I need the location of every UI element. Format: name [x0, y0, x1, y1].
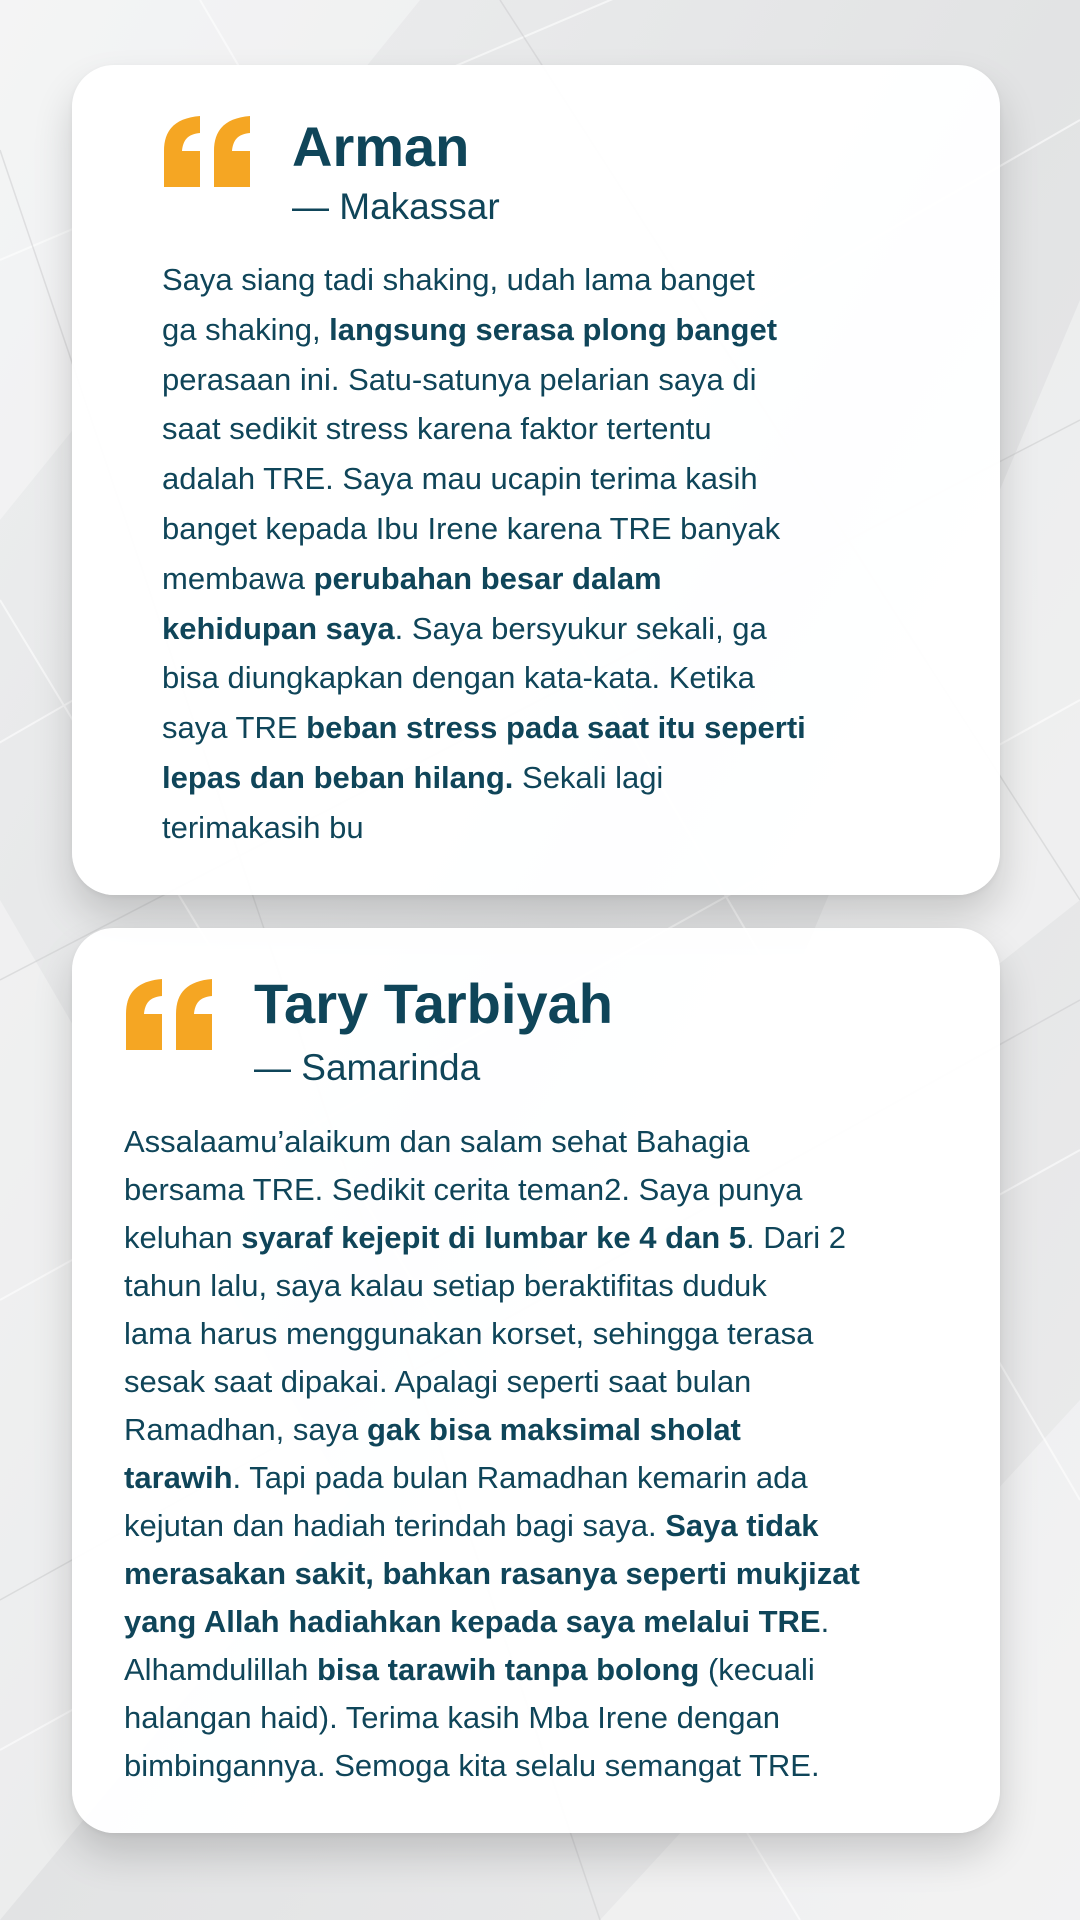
- text-line: [162, 454, 912, 504]
- text-line: [162, 404, 912, 454]
- text-line: [162, 504, 912, 554]
- text-run: . Tapi pada bulan Ramadhan kemarin ada: [232, 1460, 808, 1495]
- text-line: [124, 1502, 964, 1550]
- text-run: Ramadhan, saya: [124, 1412, 367, 1447]
- text-line: [124, 1454, 964, 1502]
- text-run: saya TRE: [162, 710, 307, 746]
- text-run: kejutan dan hadiah terindah bagi saya.: [124, 1508, 666, 1543]
- double-quote-icon: [162, 115, 254, 189]
- text-run: saat sedikit stress karena faktor tertentu: [162, 411, 712, 447]
- text-line: [162, 305, 912, 355]
- bold-text: langsung serasa plong banget: [329, 311, 778, 347]
- text-run: lama harus menggunakan korset, sehingga terasa: [124, 1316, 814, 1351]
- text-line: [162, 753, 912, 803]
- text-run: (kecuali: [699, 1652, 815, 1687]
- text-line: [124, 1550, 964, 1598]
- text-line: [124, 1742, 964, 1790]
- text-run: .: [820, 1604, 830, 1639]
- testimonial-text: [124, 1118, 964, 1790]
- bold-text: perubahan besar dalam: [313, 560, 662, 596]
- text-run: perasaan ini. Satu-satunya pelarian saya di: [162, 361, 757, 397]
- text-line: [162, 604, 912, 654]
- bold-text: beban stress pada saat itu seperti: [306, 710, 806, 746]
- double-quote-icon: [124, 978, 216, 1052]
- bold-text: merasakan sakit, bahkan rasanya seperti mukjizat: [124, 1556, 860, 1591]
- text-run: Alhamdulillah: [124, 1652, 317, 1687]
- author-name: Tary Tarbiyah: [254, 972, 613, 1035]
- bold-text: kehidupan saya: [162, 610, 395, 646]
- text-line: [162, 554, 912, 604]
- text-run: tahun lalu, saya kalau setiap beraktifitas duduk: [124, 1268, 767, 1303]
- text-line: [124, 1646, 964, 1694]
- author-name: Arman: [292, 115, 470, 178]
- text-line: [162, 803, 912, 853]
- text-line: [162, 255, 912, 305]
- text-line: [124, 1694, 964, 1742]
- bold-text: tarawih: [124, 1460, 233, 1495]
- testimonial-card: [72, 928, 1000, 1833]
- text-run: ga shaking,: [162, 311, 330, 347]
- text-line: [162, 653, 912, 703]
- testimonial-text: [162, 255, 912, 853]
- bold-text: Saya tidak: [665, 1508, 819, 1543]
- text-run: bisa diungkapkan dengan kata-kata. Ketika: [162, 660, 755, 696]
- text-line: [124, 1598, 964, 1646]
- text-run: terimakasih bu: [162, 809, 364, 845]
- text-run: Sekali lagi: [513, 759, 664, 795]
- text-line: [124, 1262, 964, 1310]
- text-run: sesak saat dipakai. Apalagi seperti saat bulan: [124, 1364, 752, 1399]
- text-run: membawa: [162, 560, 314, 596]
- author-city: — Makassar: [292, 186, 500, 227]
- bold-text: bisa tarawih tanpa bolong: [317, 1652, 700, 1687]
- text-run: Saya siang tadi shaking, udah lama banget: [162, 262, 755, 297]
- text-run: keluhan: [124, 1220, 242, 1255]
- text-line: [124, 1166, 964, 1214]
- text-line: [124, 1358, 964, 1406]
- bold-text: syaraf kejepit di lumbar ke 4 dan 5: [241, 1220, 747, 1255]
- text-run: bersama TRE. Sedikit cerita teman2. Saya punya: [124, 1172, 803, 1207]
- testimonial-card: [72, 65, 1000, 895]
- text-run: Assalaamu’alaikum dan salam sehat Bahagia: [124, 1124, 750, 1159]
- bold-text: yang Allah hadiahkan kepada saya melalui TRE: [124, 1604, 821, 1639]
- text-line: [124, 1214, 964, 1262]
- text-run: bimbingannya. Semoga kita selalu semangat TRE.: [124, 1748, 820, 1783]
- text-line: [162, 355, 912, 405]
- text-run: adalah TRE. Saya mau ucapin terima kasih: [162, 461, 758, 497]
- bold-text: lepas dan beban hilang.: [162, 759, 514, 795]
- text-run: halangan haid). Terima kasih Mba Irene dengan: [124, 1700, 781, 1735]
- text-run: . Dari 2: [746, 1220, 846, 1255]
- bold-text: gak bisa maksimal sholat: [366, 1412, 741, 1447]
- text-line: [124, 1310, 964, 1358]
- author-city: — Samarinda: [254, 1047, 481, 1088]
- text-line: [124, 1406, 964, 1454]
- text-run: banget kepada Ibu Irene karena TRE banyak: [162, 510, 781, 546]
- text-line: [162, 703, 912, 753]
- text-run: . Saya bersyukur sekali, ga: [394, 610, 767, 646]
- text-line: [124, 1118, 964, 1166]
